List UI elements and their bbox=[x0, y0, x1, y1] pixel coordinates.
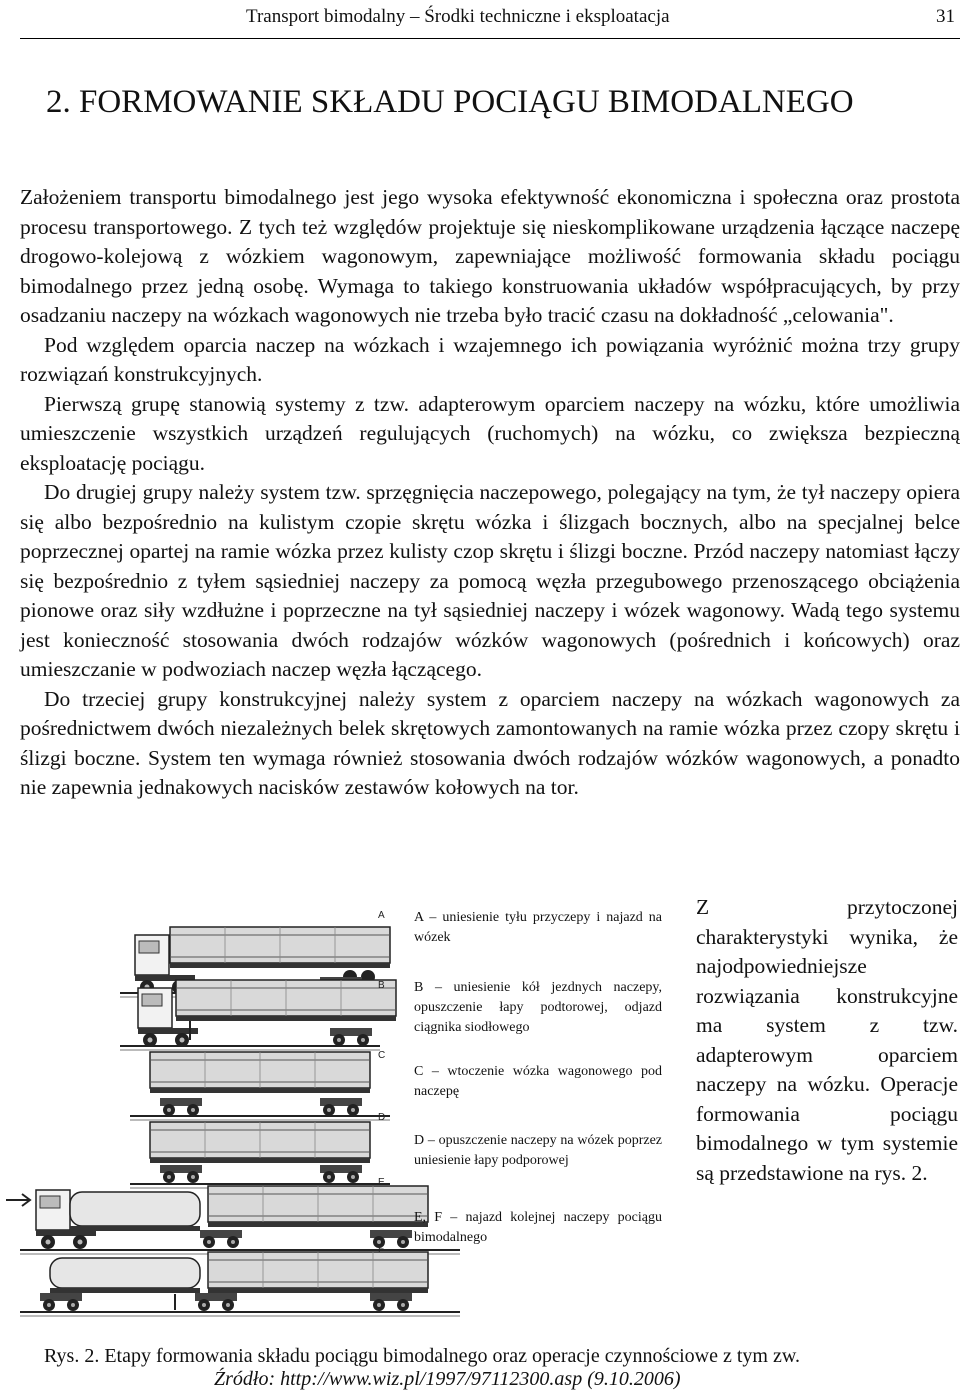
chapter-title: 2. FORMOWANIE SKŁADU POCIĄGU BIMODALNEGO bbox=[46, 84, 854, 120]
step-letter-c: C bbox=[378, 1050, 386, 1061]
step-c-drawing bbox=[130, 1052, 390, 1120]
running-header bbox=[20, 0, 960, 39]
running-header-title: Transport bimodalny – Środki techniczne i eksploatacja bbox=[246, 6, 670, 27]
paragraph: Do drugiej grupy należy system tzw. sprzęgnięcia naczepowego, polegający na tym, że tył naczepy opiera się albo bezpośrednio na kulistym czopie skrętu wózka i ślizgach bocznych, albo na specjalnej belce poprzecznej opartej na ramie wózka przez kulisty czop skrętu i ślizgi boczne. Przód naczepy natomiast łączy się bezpośrednio z tyłem sąsiedniej naczepy za pomocą węzła przegubowego przenoszącego obciążenia pionowe oraz siły wzdłużne i poprzeczne na tył sąsiedniej naczepy i wózek wagonowy. Wadą tego systemu jest konieczność stosowania dwóch rodzajów wózków wagonowych (pośrednich i końcowych) oraz umieszczanie w podwoziach naczep węzła łączącego. bbox=[20, 480, 960, 681]
step-letter-b: B bbox=[378, 980, 385, 991]
step-letter-a: A bbox=[378, 910, 385, 921]
figure-source: Źródło: http://www.wiz.pl/1997/97112300.asp (9.10.2006) bbox=[214, 1368, 681, 1390]
body-text bbox=[20, 183, 960, 803]
caption-step-a: A – uniesienie tyłu przyczepy i najazd na wózek bbox=[414, 910, 662, 945]
caption-step-e-f: E, F – najazd kolejnej naczepy pociągu bimodalnego bbox=[414, 1210, 662, 1245]
step-letter-d: D bbox=[378, 1112, 386, 1123]
page-number: 31 bbox=[936, 6, 955, 27]
caption-step-c: C – wtoczenie wózka wagonowego pod naczepę bbox=[414, 1064, 662, 1099]
step-letter-f: F bbox=[378, 1244, 385, 1255]
figure-2 bbox=[0, 900, 680, 1330]
side-paragraph: Z przytoczonej charakterystyki wynika, że najodpowiedniejsze rozwiązania konstrukcyjne ma system z tzw. adapterowym oparciem naczepy na wózku. Operacje formowania pociągu bimodalnego w tym systemie są przedstawione na rys. 2. bbox=[696, 895, 958, 1185]
figure-caption: Rys. 2. Etapy formowania składu pociągu bimodalnego oraz operacje czynnościowe z tym zw. bbox=[44, 1345, 800, 1367]
step-b-drawing bbox=[120, 980, 396, 1050]
paragraph: Do trzeciej grupy konstrukcyjnej należy system z oparciem naczepy na wózkach wagonowych za pośrednictwem dwóch niezależnych belek skrętowych zamontowanych na ramie wózka przez czopy skrętu i ślizgi boczne. System ten wymaga również stosowania dwóch rodzajów wózków wagonowych, a ponadto nie zapewnia jednakowych nacisków zestawów kołowych na tor. bbox=[20, 686, 960, 799]
formation-steps-illustration bbox=[0, 900, 680, 1330]
caption-step-d: D – opuszczenie naczepy na wózek poprzez uniesienie łapy podporowej bbox=[414, 1133, 662, 1168]
paragraph: Pod względem oparcia naczep na wózkach i wzajemnego ich powiązania wyróżnić można trzy grupy rozwiązań konstrukcyjnych. bbox=[20, 332, 960, 386]
step-f-drawing bbox=[20, 1252, 460, 1316]
paragraph: Pierwszą grupę stanowią systemy z tzw. adapterowym oparciem naczepy na wózku, które umożliwia umieszczenie wszystkich urządzeń regulujących (ruchomych) na wózku, co zwiększa bezpieczną eksploatację pociągu. bbox=[20, 391, 960, 475]
step-d-drawing bbox=[130, 1122, 390, 1188]
step-letter-e: E bbox=[378, 1177, 385, 1188]
paragraph: Założeniem transportu bimodalnego jest jego wysoka efektywność ekonomiczna i społeczna oraz prostota procesu transportowego. Z tych też względów projektuje się nieskomplikowane urządzenia łączące naczepę drogowo-kolejową z wózkiem wagonowym, zapewniające możliwość formowania składu pociągu bimodalnego przez jedną osobę. Wymaga to takiego konstruowania układów współpracujących, by przy osadzaniu naczepy na wózkach wagonowych nie trzeba było tracić czasu na dokładność „celowania". bbox=[20, 185, 960, 327]
caption-step-b: B – uniesienie kół jezdnych naczepy, opuszczenie łapy podtorowej, odjazd ciągnika siodłowego bbox=[414, 980, 662, 1035]
step-e-drawing bbox=[6, 1186, 460, 1254]
